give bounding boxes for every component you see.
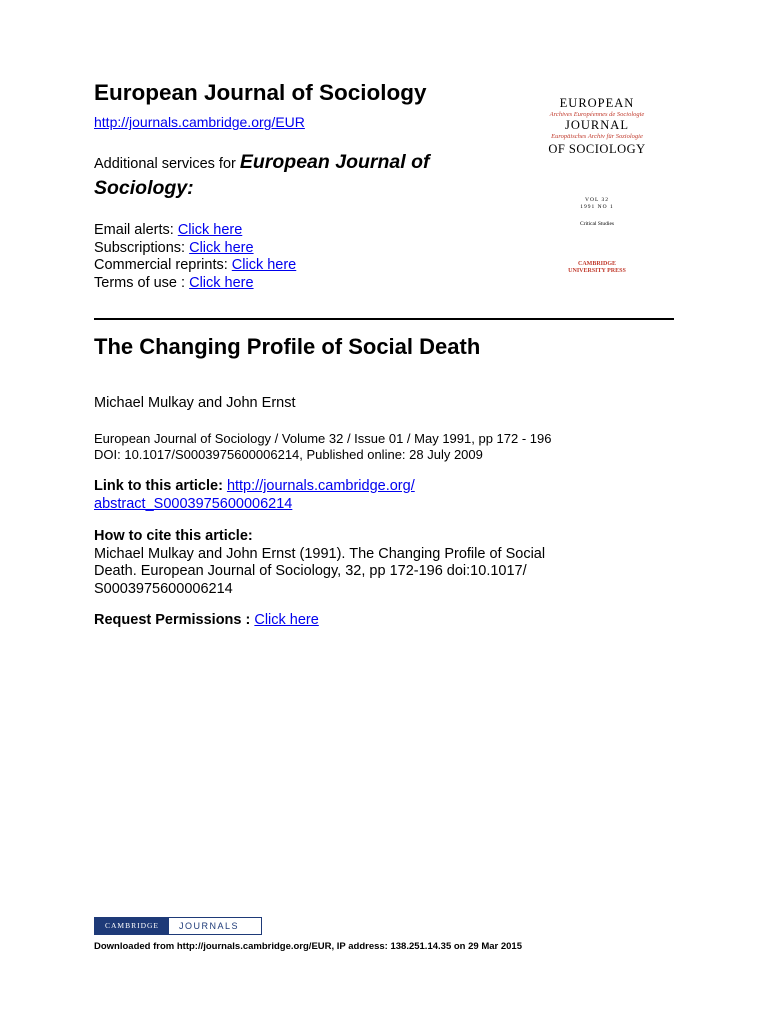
citation-info — [94, 431, 551, 462]
service-terms-of-use — [94, 275, 296, 293]
cambridge-logo-text: CAMBRIDGE — [95, 918, 169, 934]
cover-publisher-logo — [514, 261, 680, 275]
additional-services-journal-name: European Journal of Sociology: — [94, 151, 430, 199]
link-to-article-label: Link to this article: — [94, 478, 227, 494]
services-list — [94, 222, 296, 292]
cite-line: S0003975600006214 — [94, 580, 233, 597]
request-permissions-link[interactable]: Click here — [254, 612, 319, 628]
cover-title-european: EUROPEAN — [559, 96, 635, 110]
cover-publisher: CAMBRIDGE — [577, 261, 616, 267]
how-to-cite-label: How to cite this article: — [94, 528, 253, 544]
email-alerts-link[interactable]: Click here — [177, 222, 243, 238]
cover-volume — [514, 197, 680, 211]
cover-critical-studies: Critical Studies — [579, 221, 615, 227]
horizontal-divider — [94, 318, 674, 320]
citation-volume-line: European Journal of Sociology / Volume 32 / Issue 01 / May 1991, pp 172 - 196 — [94, 431, 552, 446]
journal-title: European Journal of Sociology — [94, 80, 427, 105]
service-email-alerts — [94, 222, 296, 240]
service-label: Commercial reprints: — [94, 257, 232, 273]
service-label: Terms of use : — [94, 274, 190, 291]
how-to-cite — [94, 528, 654, 598]
request-permissions — [94, 612, 319, 630]
journal-url-link[interactable]: http://journals.cambridge.org/EUR — [94, 114, 305, 130]
article-url-part1: http://journals.cambridge.org/ — [226, 478, 415, 494]
terms-of-use-link[interactable]: Click here — [189, 274, 254, 291]
download-footer: Downloaded from http://journals.cambridge.org/EUR, IP address: 138.251.14.35 on 29 Mar 2015 — [94, 941, 522, 952]
subscriptions-link[interactable]: Click here — [189, 239, 254, 256]
article-title: The Changing Profile of Social Death — [94, 334, 481, 359]
cover-subtitle-french: Archives Européennes de Sociologie — [549, 111, 645, 118]
commercial-reprints-link[interactable]: Click here — [231, 257, 297, 273]
journal-cover-image — [514, 88, 680, 300]
additional-services-heading — [94, 150, 504, 202]
article-url-part2: abstract_S0003975600006214 — [94, 495, 293, 512]
cover-vol: VOL 32 — [585, 197, 609, 203]
cite-line: Michael Mulkay and John Ernst (1991). The Changing Profile of Social — [94, 545, 546, 562]
cite-line: Death. European Journal of Sociology, 32, pp 172-196 doi:10.1017/ — [94, 563, 527, 579]
service-label: Email alerts: — [94, 222, 178, 238]
cover-title-journal: JOURNAL — [565, 118, 629, 132]
link-to-article — [94, 478, 415, 513]
cambridge-journals-logo — [94, 917, 262, 935]
service-subscriptions — [94, 240, 296, 258]
cover-issue: 1991 NO 1 — [580, 204, 614, 210]
cover-title-sociology: OF SOCIOLOGY — [548, 142, 646, 156]
service-commercial-reprints — [94, 257, 296, 275]
cover-publisher-sub: UNIVERSITY PRESS — [568, 268, 626, 274]
service-label: Subscriptions: — [94, 239, 190, 256]
citation-doi-line: DOI: 10.1017/S0003975600006214, Published online: 28 July 2009 — [94, 446, 483, 462]
cover-subtitle-german: Europäisches Archiv für Soziologie — [551, 133, 643, 140]
request-permissions-label: Request Permissions : — [94, 612, 255, 628]
article-authors: Michael Mulkay and John Ernst — [94, 395, 296, 411]
additional-services-prefix: Additional services for — [94, 156, 240, 172]
journals-logo-text: JOURNALS — [169, 918, 261, 934]
